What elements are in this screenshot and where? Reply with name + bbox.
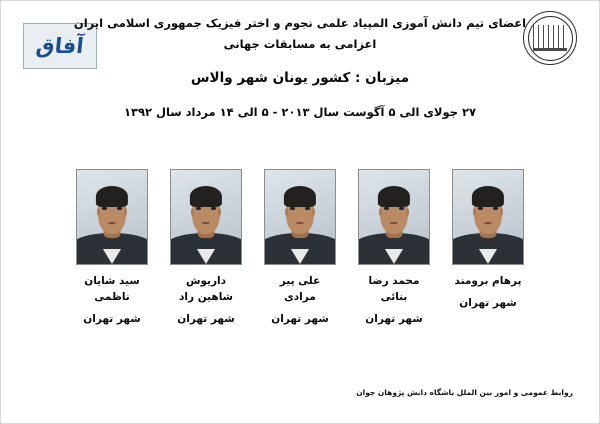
member-city: شهر تهران <box>459 296 517 309</box>
member-name: محمد رضا بنائی <box>368 275 420 303</box>
title-block <box>1 15 599 121</box>
member-photo <box>358 169 430 265</box>
title-line-1: اعضای تیم دانش آموزی المپیاد علمی نجوم و اختر فیزیک جمهوری اسلامی ایران <box>73 16 527 30</box>
member-name: سید شایان ناظمی <box>84 275 140 303</box>
member-photo <box>264 169 336 265</box>
team-members-row <box>1 169 599 327</box>
member-photo <box>452 169 524 265</box>
title-line-2: اعزامی به مسابقات جهانی <box>223 37 377 52</box>
member-name: داریوش شاهین راد <box>179 275 233 303</box>
member-city: شهر تهران <box>271 312 329 325</box>
team-member <box>264 169 336 327</box>
member-city: شهر تهران <box>365 312 423 325</box>
team-member <box>170 169 242 327</box>
member-name: علی پیر مرادی <box>279 275 321 303</box>
member-photo <box>76 169 148 265</box>
poster-header <box>1 1 599 151</box>
team-member <box>452 169 524 327</box>
footer-credit: روابط عمومی و امور بین الملل باشگاه دانش پژوهان جوان <box>356 388 573 397</box>
team-member <box>358 169 430 327</box>
member-city: شهر تهران <box>177 312 235 325</box>
member-city: شهر تهران <box>83 312 141 325</box>
title-line-3-host: میزبان : کشور یونان شهر والاس <box>190 69 410 86</box>
team-member <box>76 169 148 327</box>
title-line-4-dates: ۲۷ جولای الی ۵ آگوست سال ۲۰۱۳ - ۵ الی ۱۴ مرداد سال ۱۳۹۲ <box>123 104 477 119</box>
member-name: پرهام برومند <box>454 275 522 287</box>
member-photo <box>170 169 242 265</box>
logo-left-text: آفاق <box>34 34 86 58</box>
